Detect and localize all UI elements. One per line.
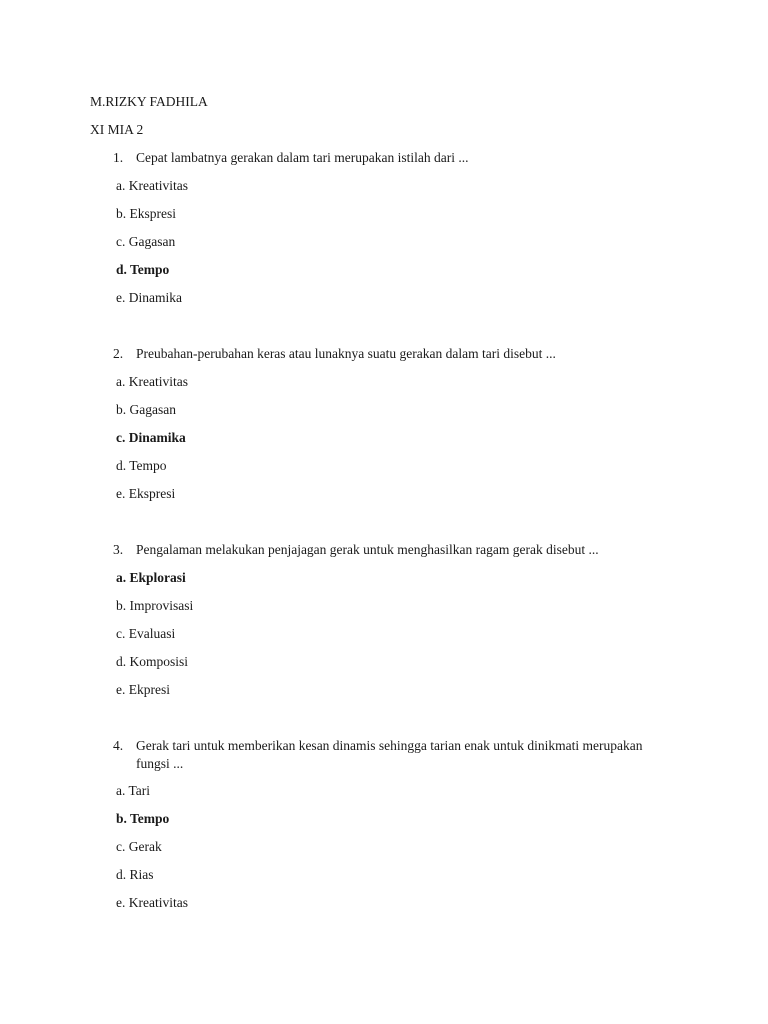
option-a: a. Kreativitas bbox=[116, 178, 188, 193]
option-e: e. Dinamika bbox=[116, 290, 182, 305]
option-d: d. Tempo bbox=[116, 458, 167, 473]
option-c: c. Evaluasi bbox=[116, 626, 176, 641]
question-number: 4. bbox=[113, 738, 124, 753]
question-text: Pengalaman melakukan penjajagan gerak untuk menghasilkan ragam gerak disebut ... bbox=[136, 542, 599, 557]
option-d: d. Komposisi bbox=[116, 654, 189, 669]
option-e: e. Kreativitas bbox=[116, 895, 188, 910]
option-d: d. Rias bbox=[116, 867, 154, 882]
option-c: c. Gerak bbox=[116, 839, 162, 854]
question-number: 1. bbox=[113, 150, 124, 165]
option-a-answer: a. Ekplorasi bbox=[116, 570, 186, 585]
question-number: 2. bbox=[113, 346, 124, 361]
option-b-answer: b. Tempo bbox=[116, 811, 170, 826]
question-number: 3. bbox=[113, 542, 124, 557]
option-c-answer: c. Dinamika bbox=[116, 430, 186, 445]
option-a: a. Tari bbox=[116, 783, 151, 798]
question-text: Cepat lambatnya gerakan dalam tari merupakan istilah dari ... bbox=[136, 150, 469, 165]
question-text: Preubahan-perubahan keras atau lunaknya suatu gerakan dalam tari disebut ... bbox=[136, 346, 556, 361]
option-e: e. Ekpresi bbox=[116, 682, 170, 697]
option-b: b. Ekspresi bbox=[116, 206, 176, 221]
option-b: b. Gagasan bbox=[116, 402, 176, 417]
option-e: e. Ekspresi bbox=[116, 486, 176, 501]
option-d-answer: d. Tempo bbox=[116, 262, 170, 277]
student-name: M.RIZKY FADHILA bbox=[90, 94, 208, 109]
student-class: XI MIA 2 bbox=[90, 122, 144, 137]
option-a: a. Kreativitas bbox=[116, 374, 188, 389]
option-b: b. Improvisasi bbox=[116, 598, 194, 613]
option-c: c. Gagasan bbox=[116, 234, 176, 249]
question-text: Gerak tari untuk memberikan kesan dinamis sehingga tarian enak untuk dinikmati merupakan fungsi ... bbox=[136, 738, 643, 771]
